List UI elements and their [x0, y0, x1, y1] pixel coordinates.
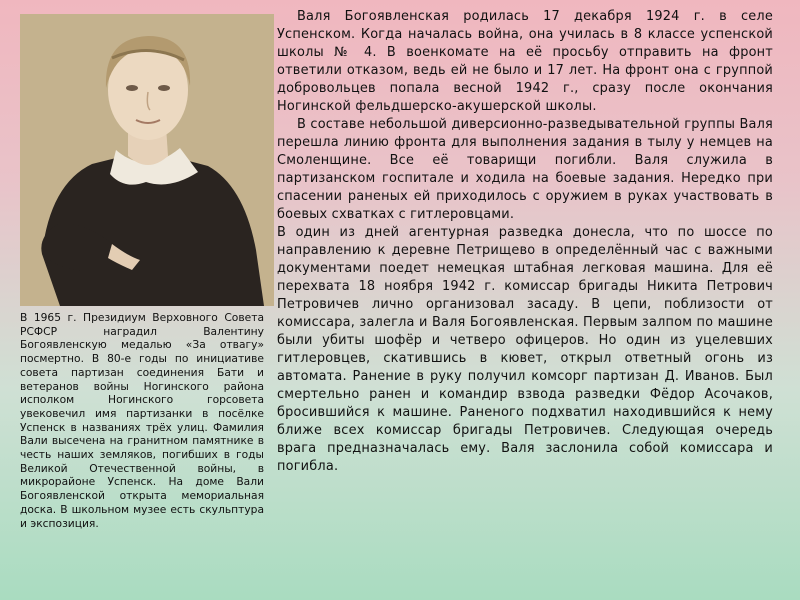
paragraph-2: В составе небольшой диверсионно-разведывательной группы Валя перешла линию фронта для выполнения задания в тылу у немцев на Смоленщине. Все её товарищи погибли. Валя служила в партизанском госпитале и ходила на боевые задания. Нередко при спасении раненых ей приходилось с оружием в руках участвовать в боевых схватках с гитлеровцами. [277, 117, 773, 222]
caption-text: В 1965 г. Президиум Верховного Совета РСФСР наградил Валентину Богоявленскую медалью «За отвагу» посмертно. В 80-е годы по инициативе совета партизан соединения Бати и ветеранов войны Ногинского района исполком Ногинского горсовета увековечил имя партизанки в посёлке Успенск в названиях трёх улиц. Фамилия Вали высечена на гранитном памятнике в честь наших земляков, погибших в годы Великой Отечественной войны, в микрорайоне Успенск. На доме Вали Богоявленской открыта мемориальная доска. В школьном музее есть скульптура и экспозиция. [20, 311, 264, 530]
paragraph-3: В один из дней агентурная разведка донесла, что по шоссе по направлению к деревне Петрищево в определённый час с важными документами поедет немецкая штабная легковая машина. Для её перехвата 18 ноября 1942 г. комиссар бригады Никита Петрович Петровичев лично организовал засаду. В цепи, поблизости от комиссара, залегла и Валя Богоявленская. Первым залпом по машине были убиты шофёр и четверо офицеров. Но один из уцелевших гитлеровцев, скатившись в кювет, открыл ответный огонь из автомата. Ранение в руку получил комсорг партизан Д. Иванов. Был смертельно ранен и командир взвода разведки Фёдор Асочаков, бросившийся к машине. Раненого подхватил находившийся к нему ближе всех комиссар бригады Петровичев. Следующая очередь врага предназначалась ему. Валя заслонила собой комиссара и погибла. [277, 225, 773, 474]
portrait-photo [20, 14, 274, 306]
main-article [277, 8, 773, 476]
portrait-photo-icon [20, 14, 274, 306]
paragraph-1: Валя Богоявленская родилась 17 декабря 1924 г. в селе Успенском. Когда началась война, она училась в 8 классе успенской школы № 4. В военкомате на её просьбу отправить на фронт ответили отказом, ведь ей не было и 17 лет. На фронт она с группой добровольцев попала весной 1942 г., сразу после окончания Ногинской фельдшерско-акушерской школы. [277, 9, 773, 114]
